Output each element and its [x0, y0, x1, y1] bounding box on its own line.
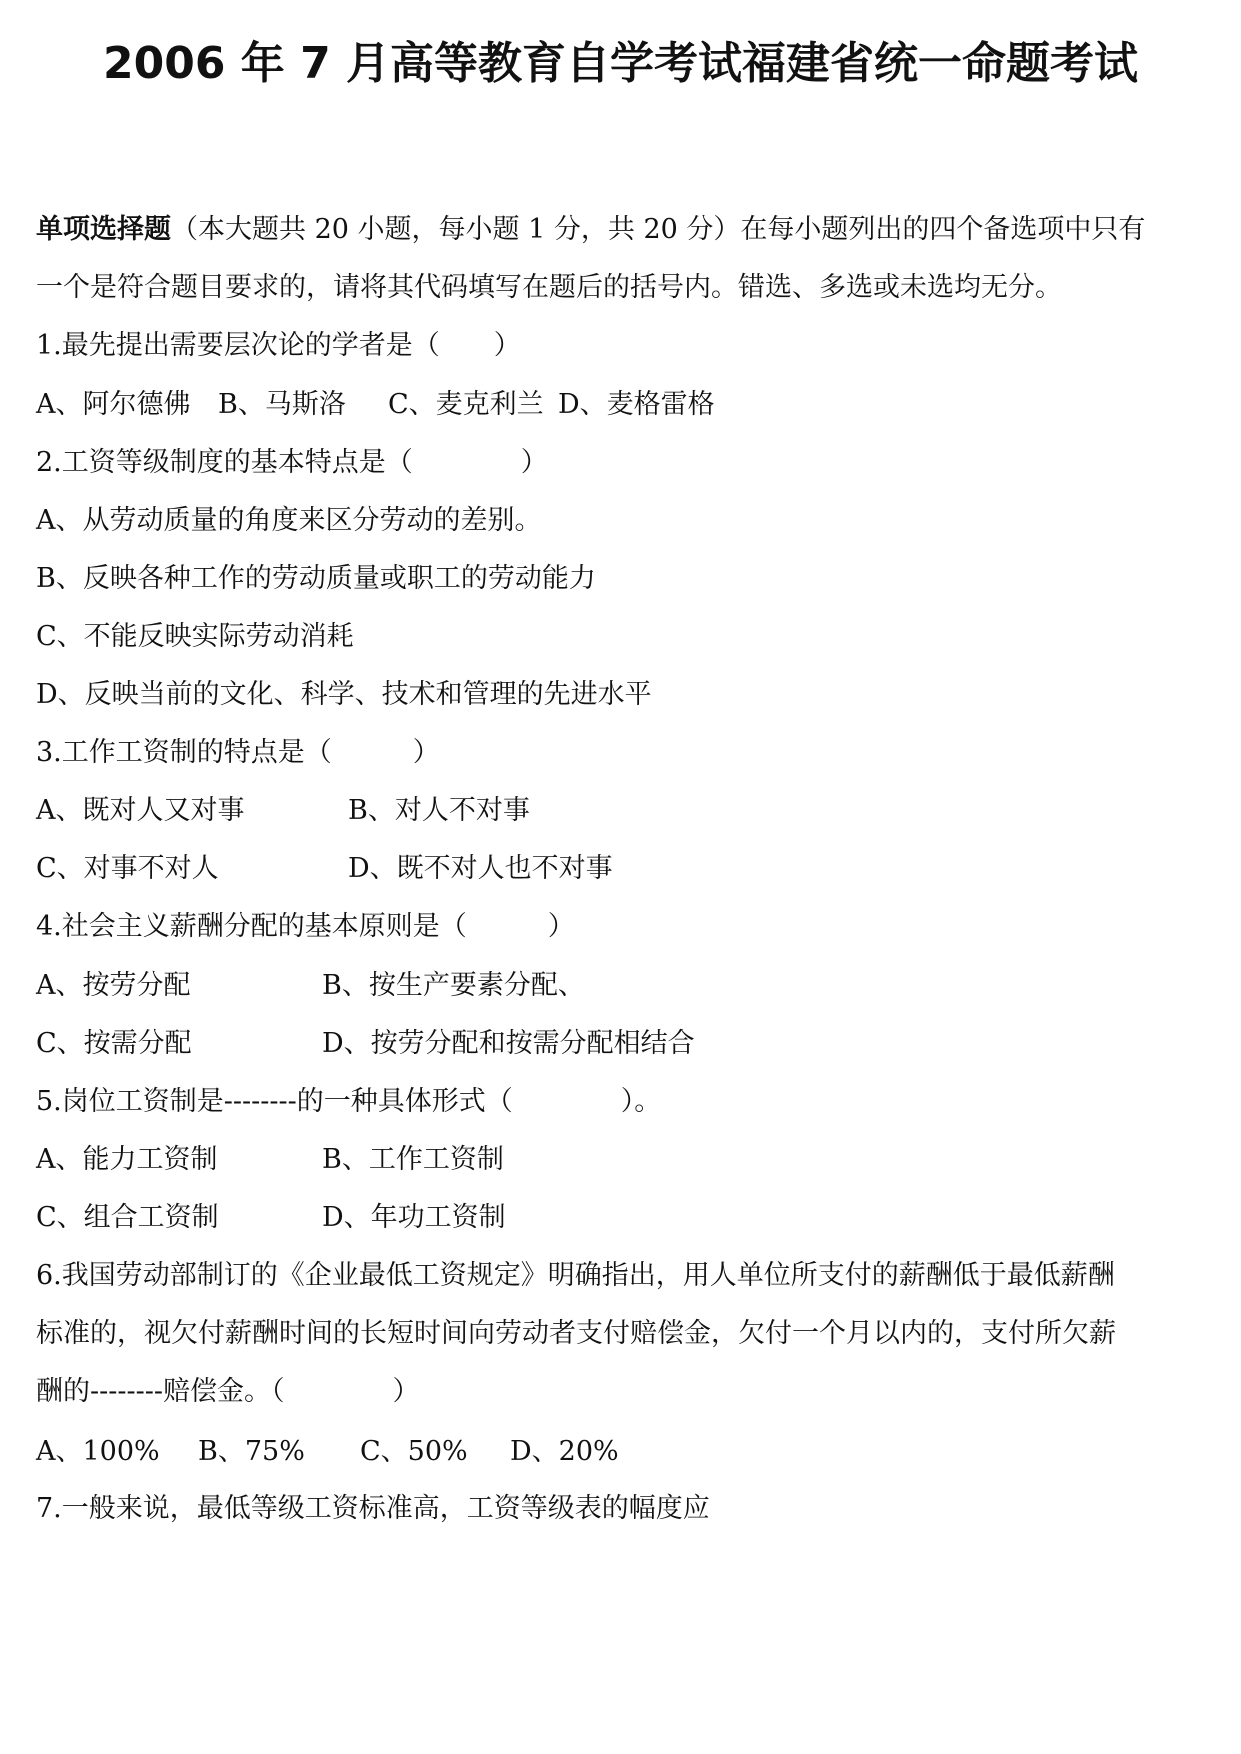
section-intro-line-2: 一个是符合题目要求的，请将其代码填写在题后的括号内。错选、多选或未选均无分。 — [36, 272, 1062, 303]
question-1-option-c: C、麦克利兰 — [388, 389, 544, 420]
question-4-stem: 4.社会主义薪酬分配的基本原则是（ ） — [36, 911, 575, 942]
question-4-option-d: D、按劳分配和按需分配相结合 — [322, 1028, 695, 1059]
section-intro-line-1 — [36, 212, 1145, 248]
question-6-stem-line-2: 标准的，视欠付薪酬时间的长短时间向劳动者支付赔偿金，欠付一个月以内的，支付所欠薪 — [36, 1318, 1116, 1349]
question-6-option-a: A、100% — [36, 1436, 160, 1467]
question-6-stem-line-1: 6.我国劳动部制订的《企业最低工资规定》明确指出，用人单位所支付的薪酬低于最低薪酬 — [36, 1260, 1115, 1291]
question-5-option-b: B、工作工资制 — [322, 1144, 504, 1175]
question-1-option-b: B、马斯洛 — [218, 389, 346, 420]
section-heading: 单项选择题 — [36, 214, 171, 245]
question-5-option-a: A、能力工资制 — [36, 1144, 218, 1175]
question-6-stem-line-3: 酬的--------赔偿金。（ ） — [36, 1376, 420, 1407]
question-1-stem: 1.最先提出需要层次论的学者是（ ） — [36, 330, 521, 361]
question-3-option-d: D、既不对人也不对事 — [348, 853, 613, 884]
question-2-stem: 2.工资等级制度的基本特点是（ ） — [36, 447, 548, 478]
question-7-stem: 7.一般来说，最低等级工资标准高，工资等级表的幅度应 — [36, 1493, 710, 1524]
question-1-option-d: D、麦格雷格 — [558, 389, 715, 420]
question-2-option-b: B、反映各种工作的劳动质量或职工的劳动能力 — [36, 563, 596, 594]
question-1-option-a: A、阿尔德佛 — [36, 389, 191, 420]
question-3-option-c: C、对事不对人 — [36, 853, 219, 884]
question-6-option-c: C、50% — [360, 1436, 468, 1467]
question-4-option-b: B、按生产要素分配、 — [322, 970, 585, 1001]
question-3-option-b: B、对人不对事 — [348, 795, 530, 826]
question-4-option-a: A、按劳分配 — [36, 970, 191, 1001]
question-2-option-d: D、反映当前的文化、科学、技术和管理的先进水平 — [36, 679, 652, 710]
question-5-option-d: D、年功工资制 — [322, 1202, 506, 1233]
question-6-option-b: B、75% — [198, 1436, 305, 1467]
page-title: 2006 年 7 月高等教育自学考试福建省统一命题考试 — [102, 38, 1139, 89]
question-2-option-a: A、从劳动质量的角度来区分劳动的差别。 — [36, 505, 542, 536]
question-6-option-d: D、20% — [510, 1436, 619, 1467]
question-4-option-c: C、按需分配 — [36, 1028, 192, 1059]
section-intro-text-1: （本大题共 20 小题，每小题 1 分，共 20 分）在每小题列出的四个备选项中只有 — [171, 214, 1146, 245]
question-2-option-c: C、不能反映实际劳动消耗 — [36, 621, 354, 652]
question-3-option-a: A、既对人又对事 — [36, 795, 245, 826]
question-5-option-c: C、组合工资制 — [36, 1202, 219, 1233]
question-5-stem: 5.岗位工资制是--------的一种具体形式（ ）。 — [36, 1086, 662, 1117]
question-3-stem: 3.工作工资制的特点是（ ） — [36, 737, 440, 768]
